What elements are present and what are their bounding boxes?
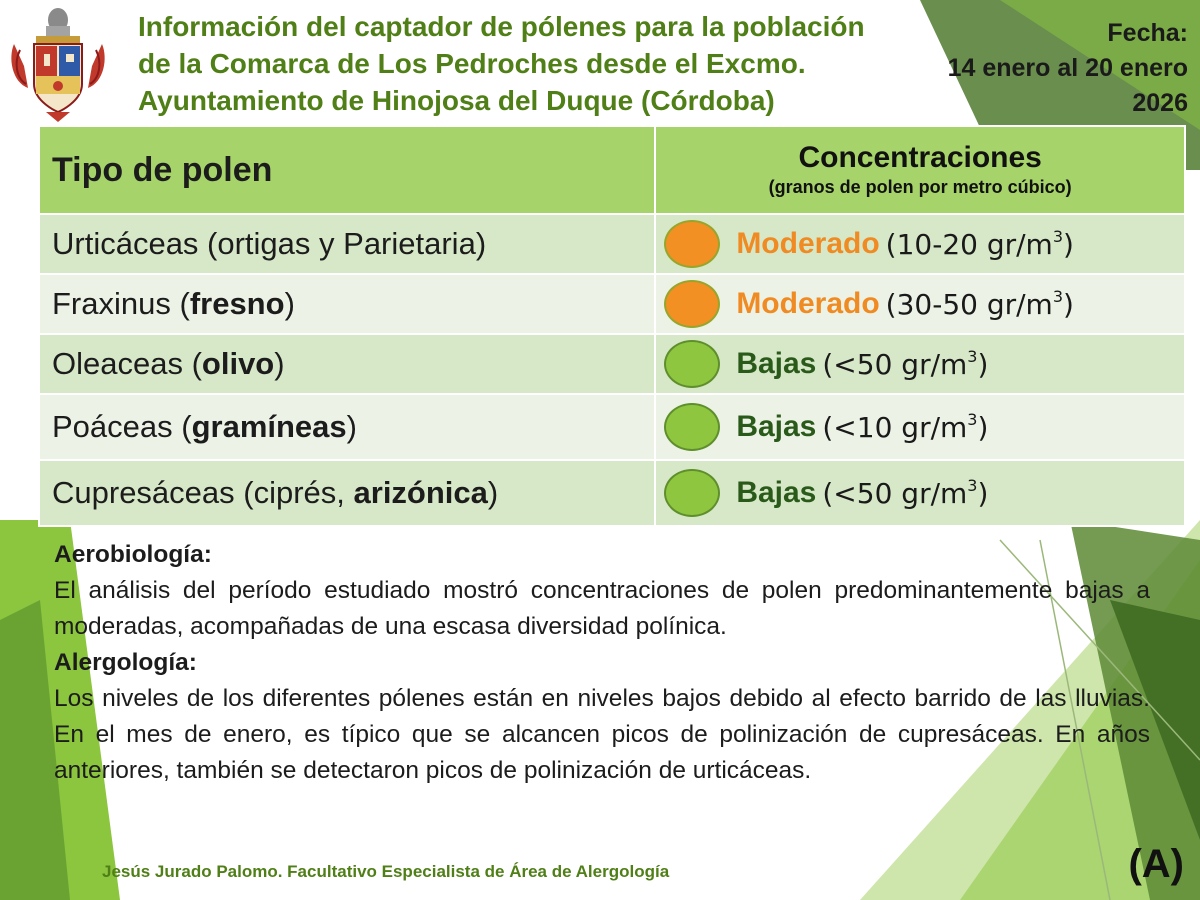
pollen-name-text: Poáceas (	[52, 409, 192, 444]
pollen-table	[38, 125, 1186, 527]
level-label: Bajas	[736, 476, 817, 509]
range-text: (<50 gr/m	[822, 477, 968, 510]
pollen-name-suffix: )	[284, 286, 295, 321]
pollen-name-text: Fraxinus (	[52, 286, 190, 321]
level-range	[822, 410, 988, 444]
report-date	[888, 16, 1188, 121]
pollen-level-cell	[655, 274, 1185, 334]
title-line-1: Información del captador de pólenes para la población	[138, 11, 865, 42]
aerobiology-text: El análisis del período estudiado mostró concentraciones de polen predominantemente bajas a moderadas, acompañadas de una escasa diversidad polínica.	[54, 577, 1150, 640]
allergology-heading: Alergología:	[54, 649, 197, 676]
range-suffix: )	[1063, 288, 1074, 321]
pollen-level-cell	[655, 394, 1185, 460]
pollen-name-suffix: )	[274, 346, 285, 381]
range-exponent: 3	[967, 410, 978, 429]
concentration-title: Concentraciones	[798, 141, 1042, 174]
pollen-name	[39, 214, 655, 274]
pollen-name-bold: fresno	[189, 286, 285, 321]
pollen-level-cell	[655, 460, 1185, 526]
pollen-name-suffix: )	[346, 409, 357, 444]
col-concentration-header	[655, 126, 1185, 214]
table-row	[39, 394, 1185, 460]
table-header-row	[39, 126, 1185, 214]
range-exponent: 3	[967, 347, 978, 366]
range-exponent: 3	[967, 476, 978, 495]
col-pollen-type-header: Tipo de polen	[39, 126, 655, 214]
range-text: (30-50 gr/m	[885, 288, 1053, 321]
pollen-level-cell	[655, 214, 1185, 274]
pollen-name-bold: gramíneas	[191, 409, 347, 444]
moderate-level-indicator-icon	[664, 280, 720, 328]
level-range	[822, 347, 988, 381]
table-row	[39, 460, 1185, 526]
pollen-name-text: Urticáceas (ortigas y Parietaria)	[52, 226, 487, 261]
table-row	[39, 334, 1185, 394]
level-label: Bajas	[736, 347, 817, 380]
title-line-3: Ayuntamiento de Hinojosa del Duque (Córdoba)	[138, 85, 775, 116]
level-range	[822, 476, 988, 510]
range-text: (<50 gr/m	[822, 348, 968, 381]
range-suffix: )	[977, 411, 989, 444]
range-exponent: 3	[1052, 227, 1064, 246]
level-label: Moderado	[736, 227, 880, 260]
level-range	[886, 227, 1074, 261]
report-commentary	[54, 537, 1150, 789]
range-text: (10-20 gr/m	[885, 228, 1053, 261]
range-suffix: )	[977, 477, 989, 510]
concentration-subtitle: (granos de polen por metro cúbico)	[768, 177, 1072, 197]
pollen-name-bold: arizónica	[353, 475, 488, 510]
pollen-name	[39, 334, 655, 394]
date-range: 14 enero al 20 enero	[947, 54, 1188, 82]
date-label: Fecha:	[1107, 19, 1188, 47]
pollen-name	[39, 274, 655, 334]
table-row	[39, 274, 1185, 334]
slide-tag: (A)	[1128, 842, 1184, 886]
allergology-text: Los niveles de los diferentes pólenes están en niveles bajos debido al efecto barrido de las lluvias. En el mes de enero, es típico que se alcancen picos de polinización de cupresáceas. En años anteriores, también se detectaron picos de polinización de urticáceas.	[54, 685, 1150, 784]
range-exponent: 3	[1052, 287, 1064, 306]
range-text: (<10 gr/m	[822, 411, 968, 444]
pollen-name	[39, 394, 655, 460]
pollen-name-text: Cupresáceas (ciprés,	[52, 475, 354, 510]
date-year: 2026	[1132, 89, 1188, 117]
pollen-name-text: Oleaceas (	[52, 346, 202, 381]
moderate-level-indicator-icon	[664, 220, 720, 268]
pollen-name-bold: olivo	[201, 346, 275, 381]
low-level-indicator-icon	[664, 403, 720, 451]
pollen-name-suffix: )	[487, 475, 499, 510]
title-line-2: de la Comarca de Los Pedroches desde el Excmo.	[138, 48, 806, 79]
aerobiology-heading: Aerobiología:	[54, 541, 212, 568]
range-suffix: )	[977, 348, 989, 381]
pollen-level-cell	[655, 334, 1185, 394]
report-title	[138, 8, 938, 119]
low-level-indicator-icon	[664, 340, 720, 388]
range-suffix: )	[1063, 228, 1074, 261]
level-range	[886, 287, 1074, 321]
low-level-indicator-icon	[664, 469, 720, 517]
level-label: Moderado	[736, 287, 880, 320]
pollen-name	[39, 460, 655, 526]
table-row	[39, 214, 1185, 274]
author-credit: Jesús Jurado Palomo. Facultativo Especialista de Área de Alergología	[102, 862, 670, 881]
level-label: Bajas	[736, 410, 817, 443]
municipal-crest-logo	[6, 6, 110, 124]
